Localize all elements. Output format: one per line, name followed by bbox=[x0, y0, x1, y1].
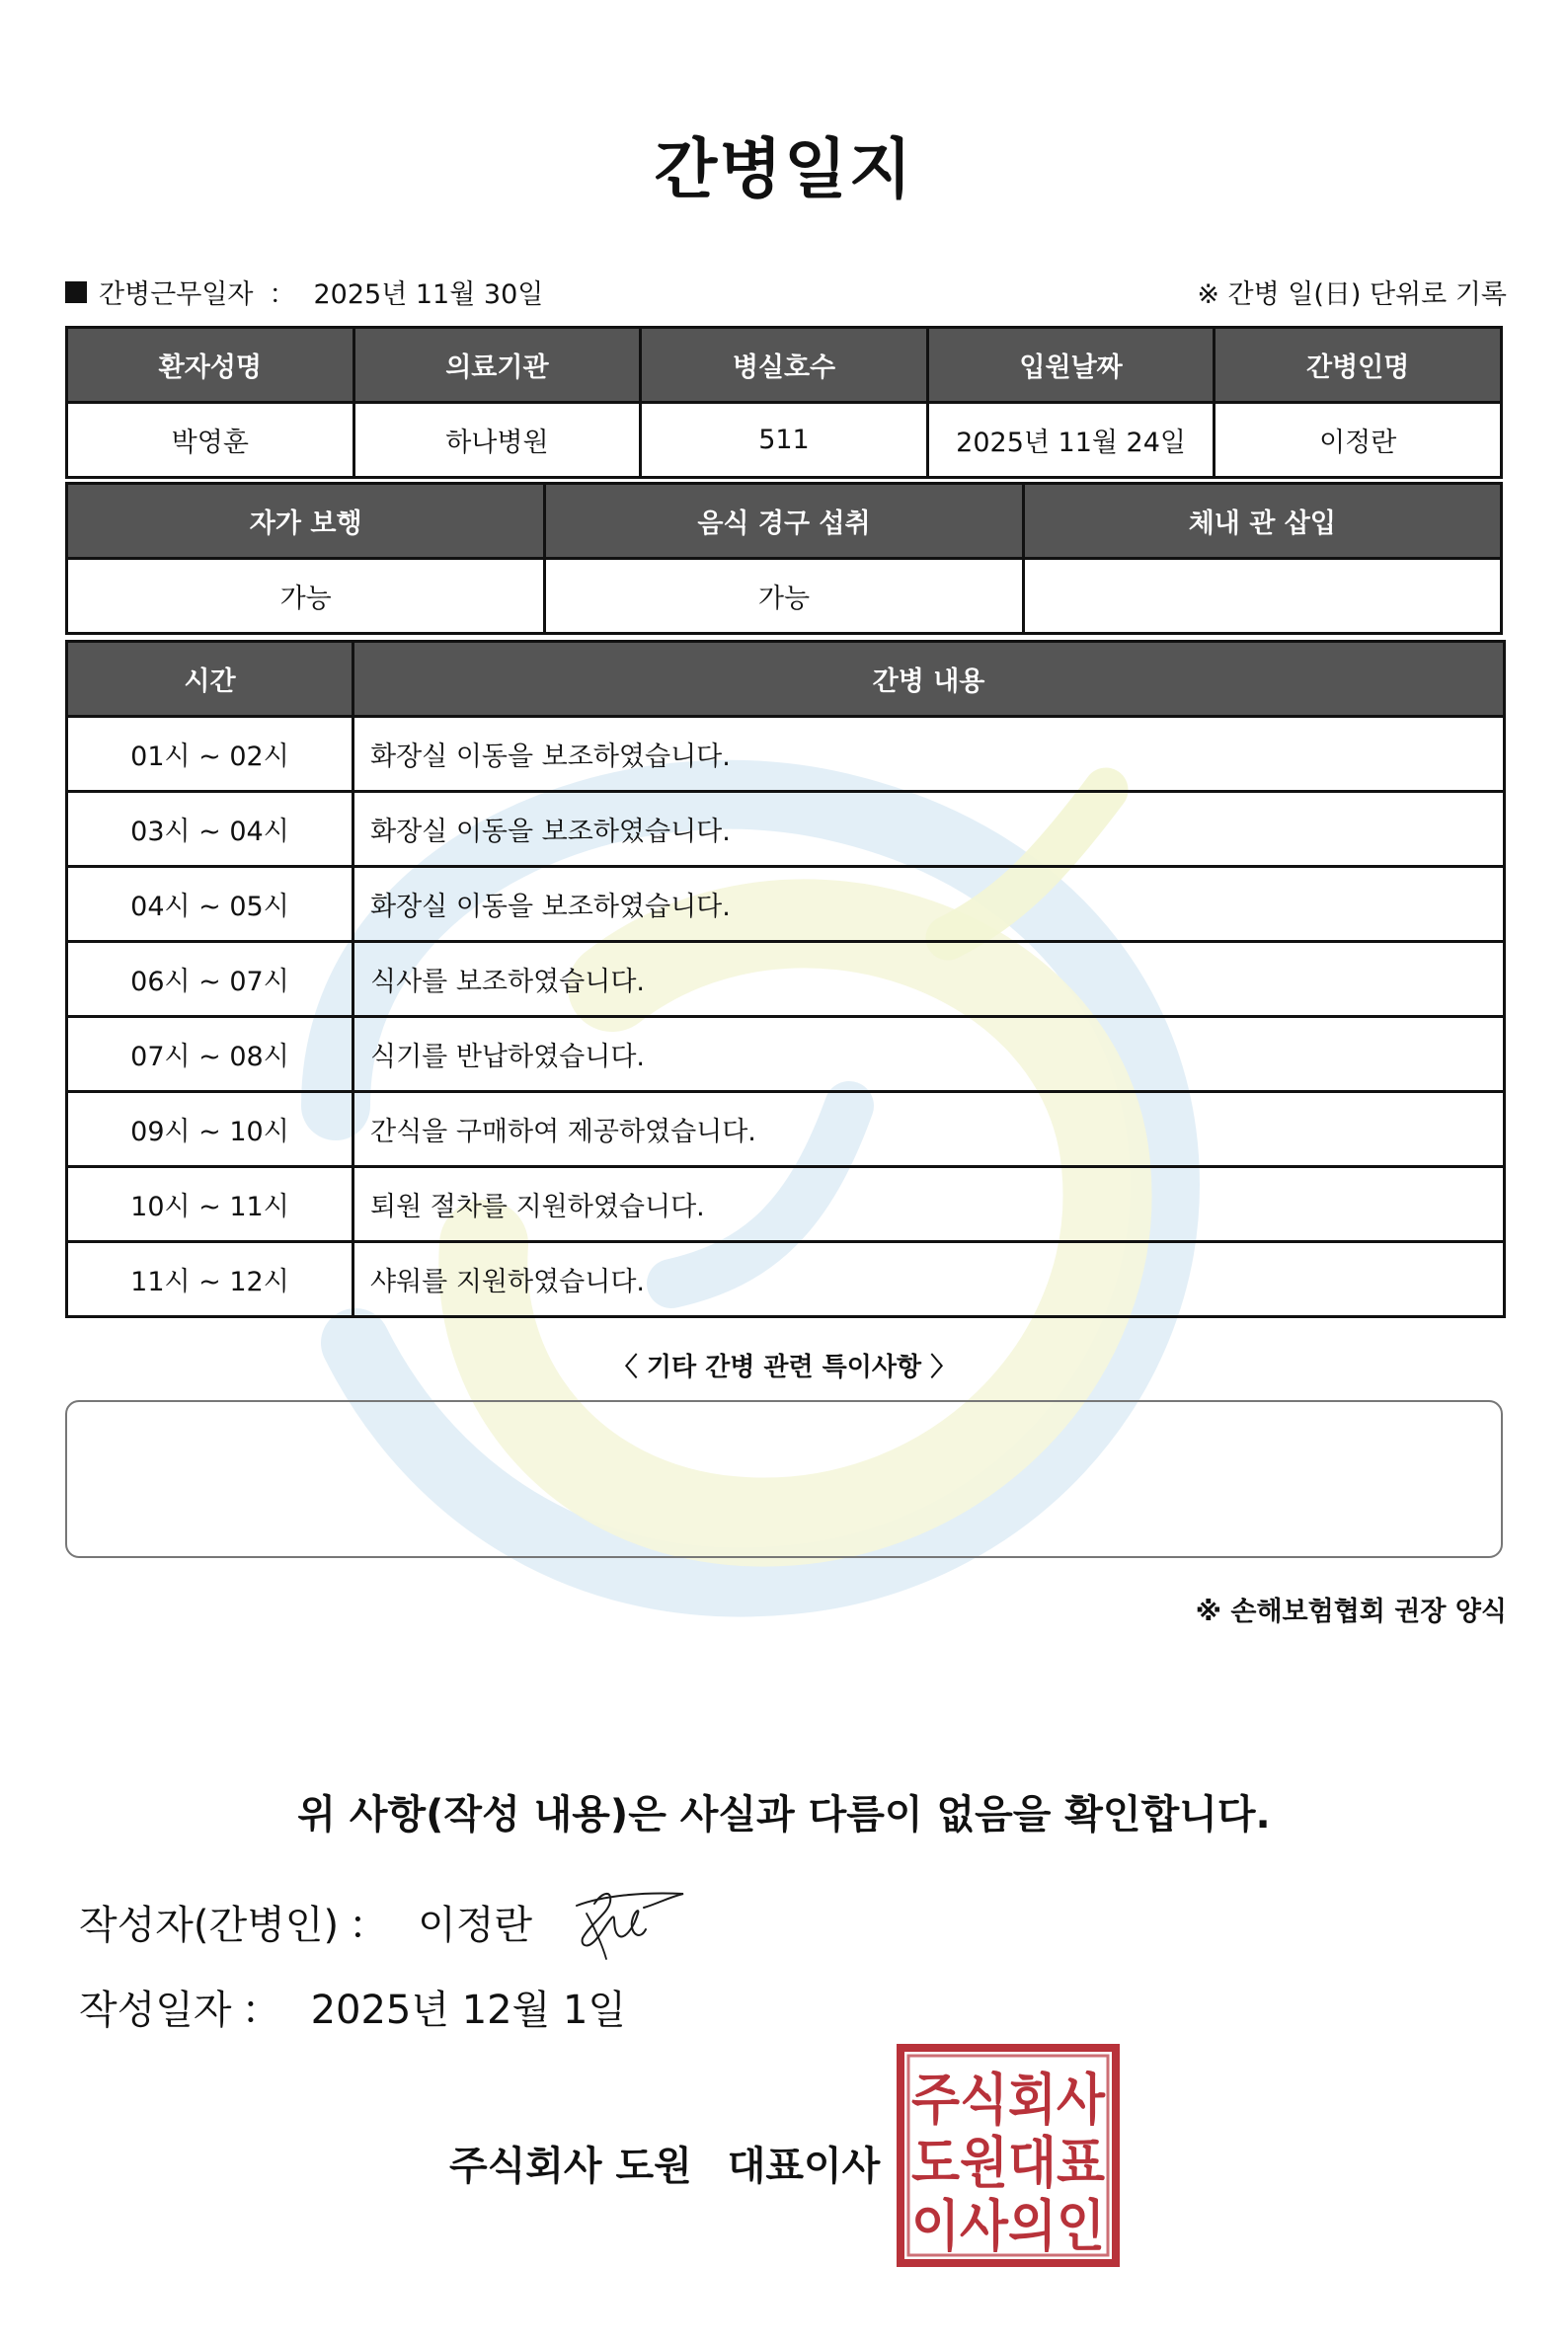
square-bullet-icon bbox=[65, 281, 87, 303]
log-content: 간식을 구매하여 제공하였습니다. bbox=[353, 1092, 1505, 1167]
header-admission-date: 입원날짜 bbox=[927, 328, 1215, 403]
svg-text:주식회사: 주식회사 bbox=[911, 2069, 1106, 2133]
written-date-colon: ： bbox=[241, 1988, 281, 2033]
standard-form-note: ※ 손해보험협회 권장 양식 bbox=[1195, 1597, 1507, 1627]
patient-info-header-row bbox=[67, 328, 1502, 403]
patient-info-table bbox=[65, 326, 1503, 479]
patient-info-value-row bbox=[67, 403, 1502, 478]
log-time: 03시 ~ 04시 bbox=[67, 792, 353, 867]
work-date-colon: ： bbox=[269, 279, 296, 310]
table-row bbox=[67, 1092, 1505, 1167]
header-tube-insertion: 체내 관 삽입 bbox=[1023, 484, 1501, 559]
header-care-content: 간병 내용 bbox=[353, 642, 1505, 717]
work-date-row bbox=[65, 273, 543, 311]
table-row bbox=[67, 792, 1505, 867]
work-date-label: 간병근무일자 bbox=[99, 279, 254, 310]
company-seal-stamp bbox=[897, 2044, 1120, 2267]
header-room-number: 병실호수 bbox=[641, 328, 928, 403]
log-content: 식기를 반납하였습니다. bbox=[353, 1017, 1505, 1092]
log-content: 화장실 이동을 보조하였습니다. bbox=[353, 792, 1505, 867]
tube-insertion-value bbox=[1023, 559, 1501, 634]
log-time: 11시 ~ 12시 bbox=[67, 1242, 353, 1317]
table-row bbox=[67, 1242, 1505, 1317]
header-self-walking: 자가 보행 bbox=[67, 484, 545, 559]
svg-text:도원대표: 도원대표 bbox=[911, 2132, 1105, 2196]
patient-status-value-row bbox=[67, 559, 1502, 634]
log-time: 01시 ~ 02시 bbox=[67, 717, 353, 792]
handwritten-signature bbox=[573, 1884, 686, 1963]
header-time: 시간 bbox=[67, 642, 353, 717]
patient-status-header-row bbox=[67, 484, 1502, 559]
log-content: 화장실 이동을 보조하였습니다. bbox=[353, 717, 1505, 792]
notes-title: 〈 기타 간병 관련 특이사항 〉 bbox=[611, 1353, 957, 1382]
log-content: 화장실 이동을 보조하였습니다. bbox=[353, 867, 1505, 942]
company-name: 주식회사 도원 bbox=[449, 2144, 692, 2189]
header-caregiver-name: 간병인명 bbox=[1215, 328, 1502, 403]
confirmation-statement: 위 사항(작성 내용)은 사실과 다름이 없음을 확인합니다. bbox=[297, 1792, 1271, 1838]
log-time: 09시 ~ 10시 bbox=[67, 1092, 353, 1167]
writer-row bbox=[79, 1894, 532, 1950]
admission-date: 2025년 11월 24일 bbox=[927, 403, 1215, 478]
caregiver-name: 이정란 bbox=[1215, 403, 1502, 478]
patient-name: 박영훈 bbox=[67, 403, 354, 478]
document-title: 간병일지 bbox=[654, 131, 914, 207]
care-log-table bbox=[65, 640, 1506, 1318]
room-number: 511 bbox=[641, 403, 928, 478]
hospital-name: 하나병원 bbox=[353, 403, 641, 478]
unit-note: ※ 간병 일(日) 단위로 기록 bbox=[1197, 279, 1507, 310]
log-content: 식사를 보조하였습니다. bbox=[353, 942, 1505, 1017]
company-signature-line bbox=[449, 2135, 880, 2191]
written-date-row bbox=[79, 1979, 626, 2035]
log-time: 06시 ~ 07시 bbox=[67, 942, 353, 1017]
log-content: 샤워를 지원하였습니다. bbox=[353, 1242, 1505, 1317]
table-row bbox=[67, 1017, 1505, 1092]
header-patient-name: 환자성명 bbox=[67, 328, 354, 403]
header-hospital: 의료기관 bbox=[353, 328, 641, 403]
written-date-value: 2025년 12월 1일 bbox=[310, 1988, 627, 2033]
svg-text:이사의인: 이사의인 bbox=[911, 2195, 1105, 2259]
table-row bbox=[67, 867, 1505, 942]
writer-name: 이정란 bbox=[418, 1903, 532, 1948]
table-row bbox=[67, 942, 1505, 1017]
patient-status-table bbox=[65, 482, 1503, 635]
header-oral-intake: 음식 경구 섭취 bbox=[545, 484, 1023, 559]
log-time: 07시 ~ 08시 bbox=[67, 1017, 353, 1092]
self-walking-value: 가능 bbox=[67, 559, 545, 634]
writer-label: 작성자(간병인) bbox=[79, 1903, 340, 1948]
care-log-header-row bbox=[67, 642, 1505, 717]
special-notes-box bbox=[65, 1400, 1503, 1558]
writer-colon: ： bbox=[349, 1903, 389, 1948]
table-row bbox=[67, 1167, 1505, 1242]
log-time: 04시 ~ 05시 bbox=[67, 867, 353, 942]
log-content: 퇴원 절차를 지원하였습니다. bbox=[353, 1167, 1505, 1242]
written-date-label: 작성일자 bbox=[79, 1988, 232, 2033]
log-time: 10시 ~ 11시 bbox=[67, 1167, 353, 1242]
table-row bbox=[67, 717, 1505, 792]
representative-title: 대표이사 bbox=[727, 2144, 881, 2189]
oral-intake-value: 가능 bbox=[545, 559, 1023, 634]
work-date-value: 2025년 11월 30일 bbox=[313, 279, 544, 310]
